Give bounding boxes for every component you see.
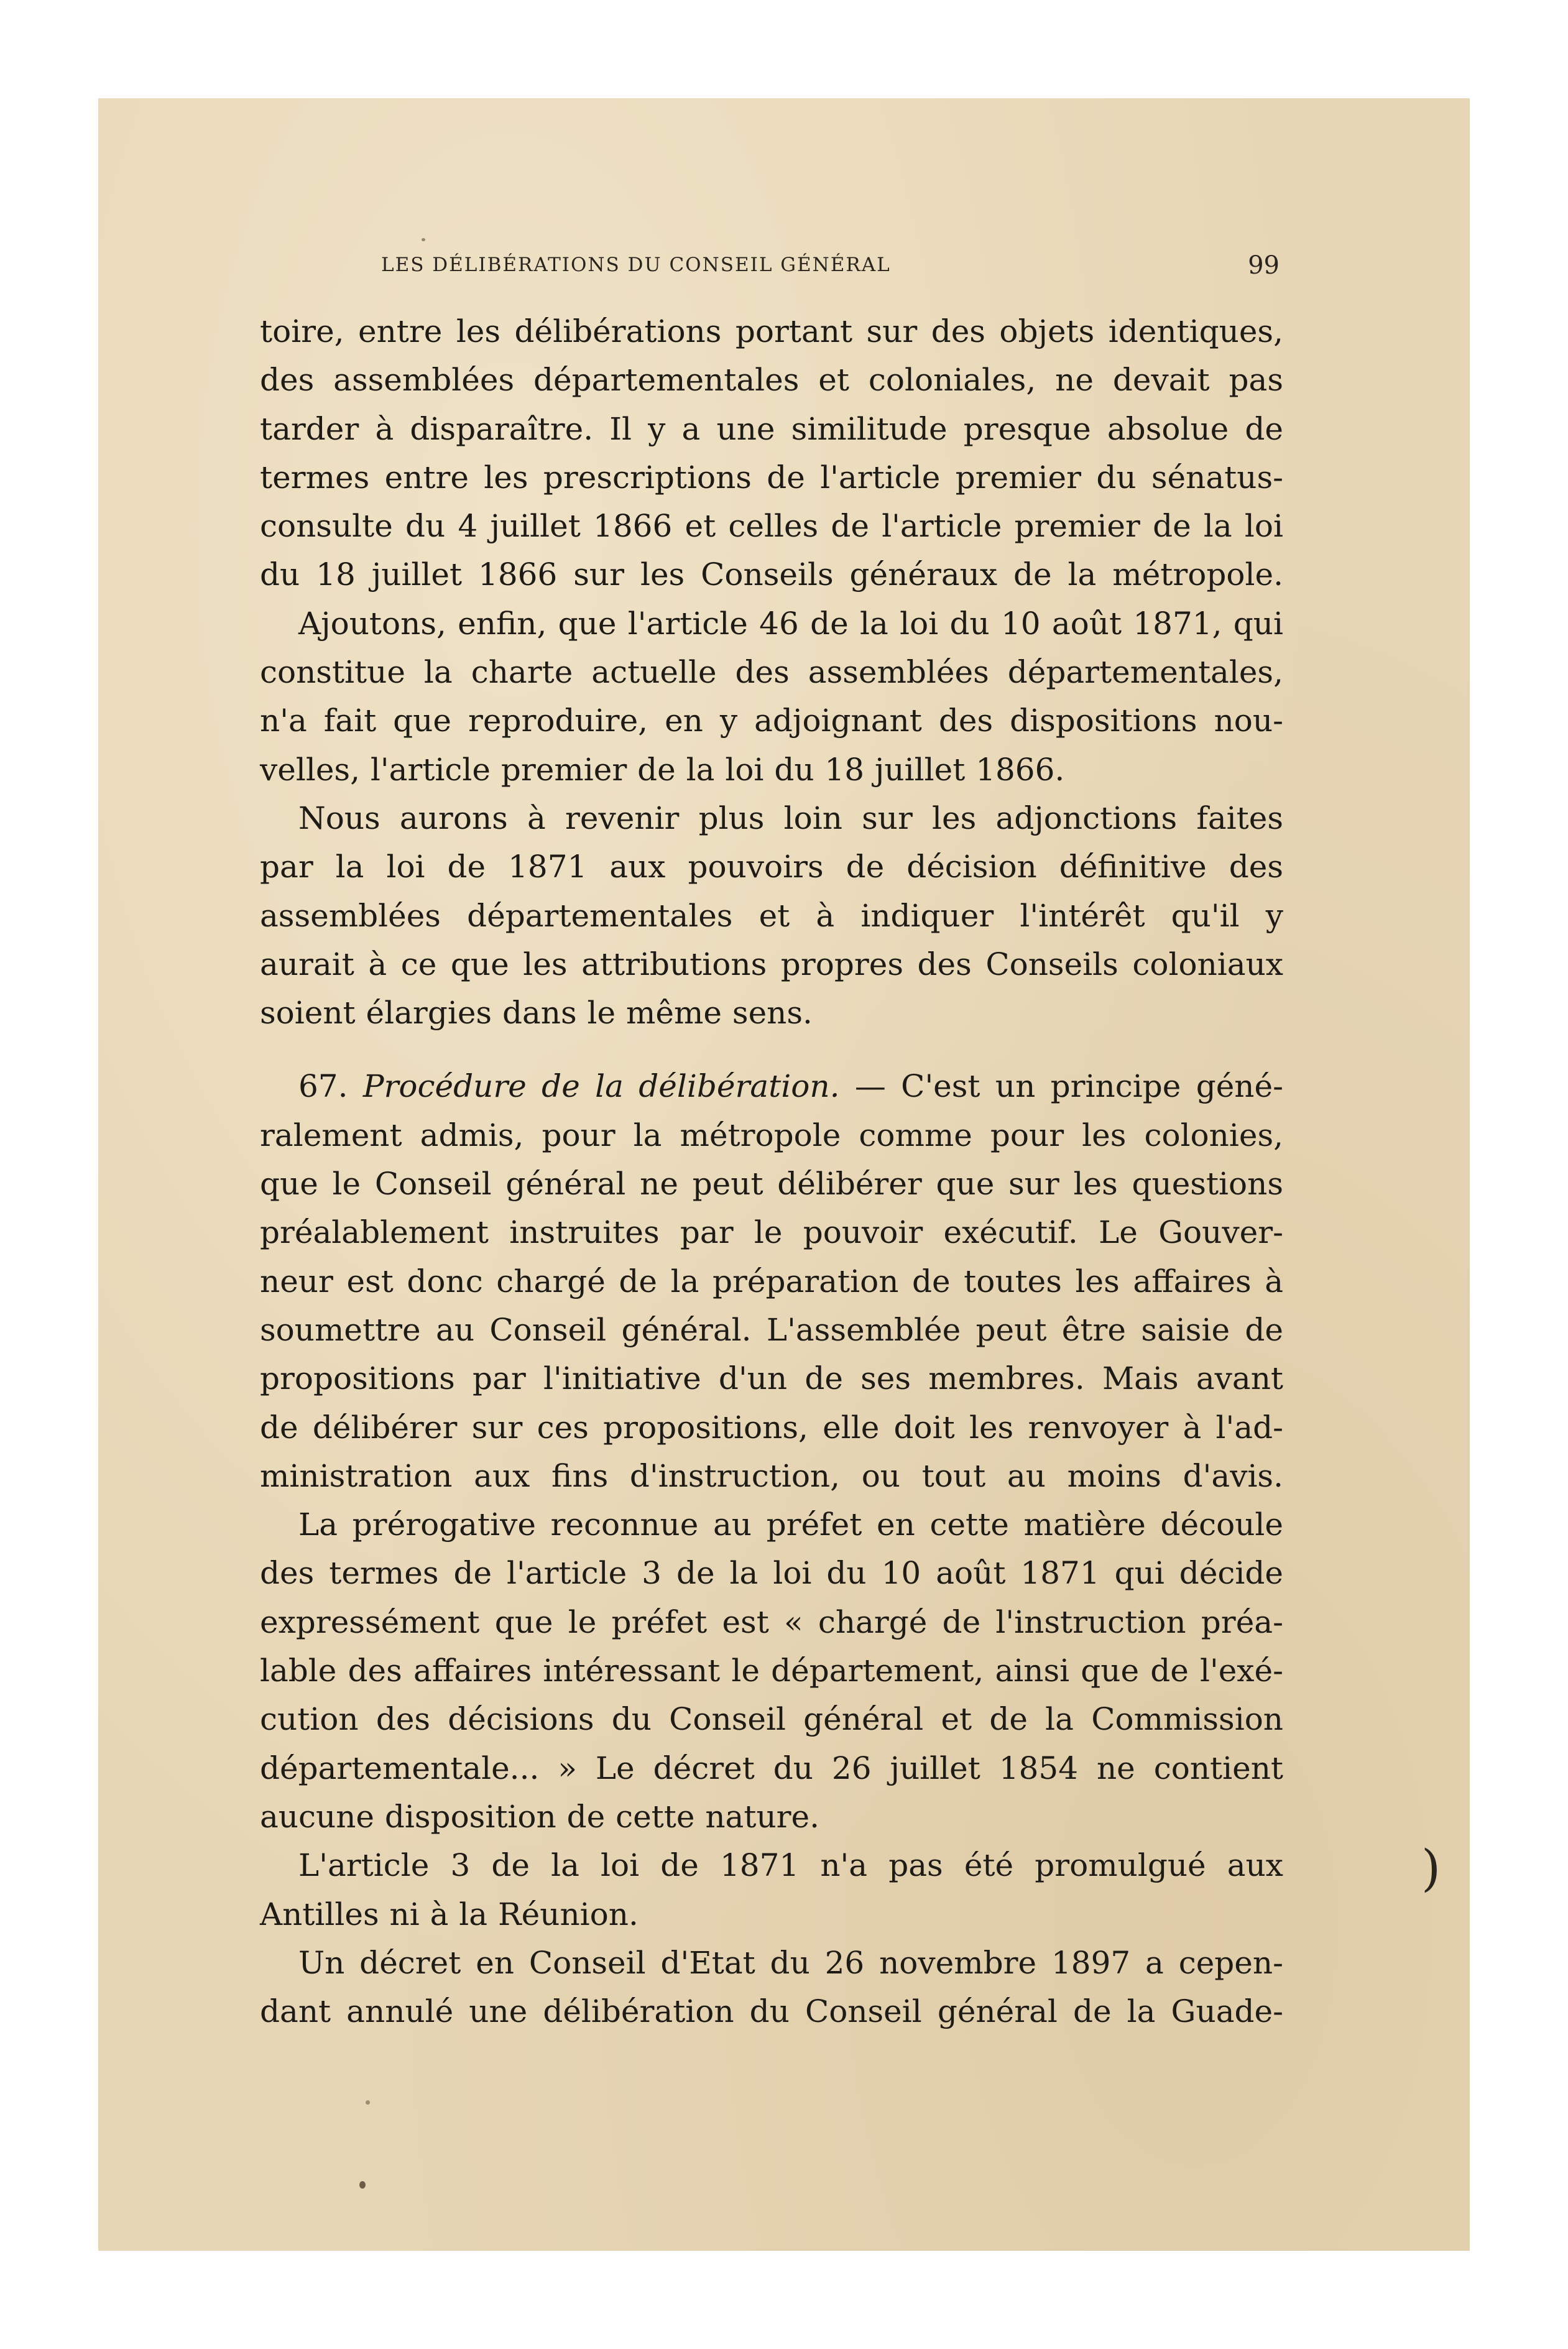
text-line: Antilles ni à la Réunion.: [260, 1896, 639, 1932]
text-line: aucune disposition de cette nature.: [260, 1798, 820, 1835]
paragraph: [260, 1939, 1283, 2036]
text-line: dant annulé une délibération du Conseil général de la Guade-: [260, 1993, 1283, 2030]
text-line: lable des affaires intéressant le département, ainsi que de l'exé-: [260, 1653, 1283, 1689]
text-line: aurait à ce que les attributions propres des Conseils coloniaux: [260, 946, 1283, 982]
text-line: L'article 3 de la loi de 1871 n'a pas été promulgué aux: [298, 1847, 1283, 1884]
text-line: cution des décisions du Conseil général et de la Commission: [260, 1701, 1283, 1738]
ink-speck: [366, 2100, 370, 2105]
text-line: termes entre les prescriptions de l'article premier du sénatus-: [260, 459, 1283, 496]
text-line: n'a fait que reproduire, en y adjoignant des dispositions nou-: [260, 703, 1283, 739]
section-heading-line: [260, 1062, 1283, 1110]
text-line: tarder à disparaître. Il y a une similitude presque absolue de: [260, 410, 1283, 447]
paragraph: [260, 307, 1283, 599]
paragraph: [260, 794, 1283, 1037]
text-line: Nous aurons à revenir plus loin sur les adjonctions faites: [298, 800, 1283, 836]
text-line: préalablement instruites par le pouvoir exécutif. Le Gouver-: [260, 1214, 1283, 1251]
text-line: neur est donc chargé de la préparation de toutes les affaires à: [260, 1263, 1283, 1299]
text-line: constitue la charte actuelle des assemblées départementales,: [260, 654, 1283, 691]
text-line: par la loi de 1871 aux pouvoirs de décision définitive des: [260, 849, 1283, 885]
page-number: 99: [1248, 251, 1280, 280]
ink-speck: [359, 2181, 366, 2189]
text-line: La prérogative reconnue au préfet en cette matière découle: [298, 1507, 1283, 1543]
running-head-title: LES DÉLIBÉRATIONS DU CONSEIL GÉNÉRAL: [381, 254, 891, 276]
book-page: [98, 98, 1470, 2251]
section-first-line: — C'est un principe géné-: [839, 1068, 1283, 1105]
section-number: 67.: [298, 1068, 348, 1105]
section-title: Procédure de la délibération.: [362, 1068, 840, 1105]
text-line: consulte du 4 juillet 1866 et celles de l'article premier de la loi: [260, 508, 1283, 545]
text-line: des termes de l'article 3 de la loi du 10 août 1871 qui décide: [260, 1555, 1283, 1592]
paragraph: [260, 1841, 1283, 1939]
text-line: propositions par l'initiative d'un de ses membres. Mais avant: [260, 1360, 1283, 1397]
text-line: que le Conseil général ne peut délibérer que sur les questions: [260, 1166, 1283, 1202]
text-line: Ajoutons, enfin, que l'article 46 de la loi du 10 août 1871, qui: [298, 605, 1283, 642]
text-line: expressément que le préfet est « chargé de l'instruction préa-: [260, 1604, 1283, 1640]
text-line: toire, entre les délibérations portant sur des objets identiques,: [260, 313, 1283, 349]
text-line: Un décret en Conseil d'Etat du 26 novembre 1897 a cepen-: [298, 1944, 1283, 1981]
section-67: [260, 1062, 1283, 1500]
text-line: soumettre au Conseil général. L'assemblée peut être saisie de: [260, 1311, 1283, 1348]
ink-speck: [422, 238, 425, 241]
text-line: ralement admis, pour la métropole comme pour les colonies,: [260, 1117, 1283, 1153]
paragraph: [260, 1500, 1283, 1841]
text-line: velles, l'article premier de la loi du 18 juillet 1866.: [260, 751, 1065, 788]
text-block: [260, 251, 1283, 2036]
text-line: soient élargies dans le même sens.: [260, 995, 813, 1031]
text-line: des assemblées départementales et coloniales, ne devait pas: [260, 362, 1283, 399]
margin-bracket: ): [1421, 1839, 1441, 1897]
text-line: départementale... » Le décret du 26 juillet 1854 ne contient: [260, 1750, 1283, 1786]
text-line: du 18 juillet 1866 sur les Conseils généraux de la métropole.: [260, 556, 1283, 593]
paragraph: [260, 599, 1283, 794]
running-head: [260, 251, 1283, 303]
text-line: ministration aux fins d'instruction, ou tout au moins d'avis.: [260, 1457, 1283, 1494]
text-line: assemblées départementales et à indiquer l'intérêt qu'il y: [260, 897, 1283, 934]
text-line: de délibérer sur ces propositions, elle doit les renvoyer à l'ad-: [260, 1409, 1283, 1446]
